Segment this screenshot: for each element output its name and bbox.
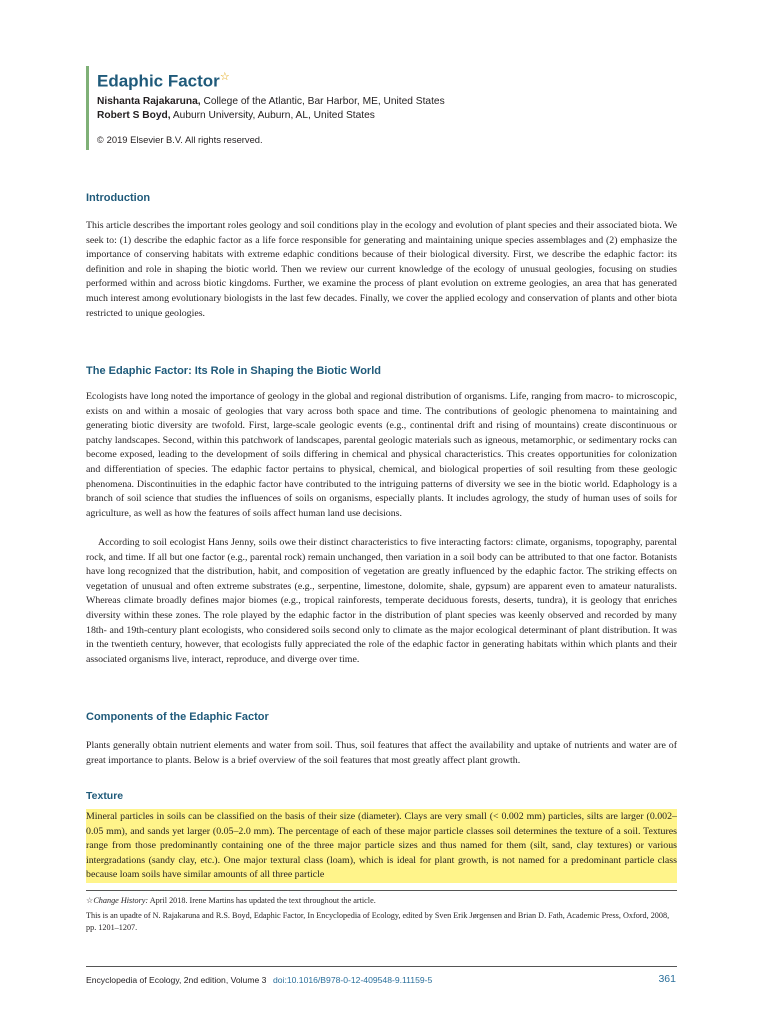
footnote-update: This is an upadte of N. Rajakaruna and R.S. Boyd, Edaphic Factor, In Encyclopedia of Ecology, edited by Sven Erik Jørgensen and Brian D. Fath, Academic Press, Oxford, 2008, pp. 1201–1207. [86,911,670,932]
footnote-change-text: April 2018. Irene Martins has updated the text throughout the article. [148,896,376,905]
author-1 [97,95,686,109]
footnote-change-history [86,895,677,907]
author-2-name: Robert S Boyd, [97,109,171,121]
copyright-text: 2019 Elsevier B.V. All rights reserved. [106,133,263,145]
paragraph-role-1: Ecologists have long noted the importance of geology in the global and regional distribution of organisms. Life, ranging from macro- to microscopic, exists on and within a mosaic of geologies that vary across both space and time. The contributions of geologic phenomena to maintaining and generating biotic diversity are twofold. First, large-scale geologic events (e.g., continental drift and rising of mountains) create discontinuous or patchy landscapes. Second, within this patchwork of landscapes, parental geologic materials such as igneous, metamorphic, or sedimentary rocks can become exposed, leading to the development of soils differing in chemical and physical characteristics. This creates opportunities for colonization and differentiation of species. The edaphic factor pertains to physical, chemical, and biological properties of soil resulting from these geologic phenomena. Discontinuities in the edaphic factor have contributed to the intriguing patterns of diversity we see in the biotic world. Edaphology is a branch of soil science that studies the influences of soils on organisms, especially plants. It includes agrology, the study of human uses of soils for agriculture, as well as how the features of soils affect human land use decisions. [86,391,677,519]
paragraph-components: Plants generally obtain nutrient elements and water from soil. Thus, soil features that affect the availability and uptake of nutrients and water are of great importance to plants. Below is a brief overview of the soil features that most greatly affect plant growth. [86,740,677,766]
paragraph-texture-highlighted[interactable]: Mineral particles in soils can be classified on the basis of their size (diameter). Clays are very small (< 0.002 mm) particles, silts are larger (0.002–0.05 mm), and sands yet larger (0.05–2.0 mm). The percentage of each of these major particle classes soil determines the texture of a soil. Textures range from those predominantly containing one of the three major particle sizes and thus named for them (silt, sand, clay textures) or various intergradations (sandy clay, etc.). One major textural class (loam), which is ideal for plant growth, is not named for a predominant particle class because loam soils have similar amounts of all three particle [86,811,677,881]
author-2 [97,109,686,123]
paragraph-role-2: According to soil ecologist Hans Jenny, soils owe their distinct characteristics to five interacting factors: climate, organisms, topography, parental rock, and time. If all but one factor (e.g., parental rock) remain unchanged, then variation in a soil body can be attributed to that one factor. Botanists have long recognized that the distribution, habit, and composition of vegetation are greatly influenced by the edaphic factor. The striking effects on vegetation of unusual and often extreme substrates (e.g., serpentine, limestone, dolomite, shale, gypsum) are apparent even to amateur naturalists. Whereas climate broadly defines major biomes (e.g., tropical rainforests, temperate deciduous forests, deserts, tundra), it is geology that enriches diversity within these zones. The role played by the edaphic factor in the distribution of plant species was keenly observed and recorded by many 18th- and 19th-century plant ecologists, who considered soils second only to climate as the major ecological determinant of plant distribution. It was in the twentieth century, however, that ecologists fully appreciated the role of the edaphic factor in generating habitats within which plants and their associated organisms live, interact, reproduce, and diverge over time. [86,537,677,665]
footer-doi-link[interactable]: doi:10.1016/B978-0-12-409548-9.11159-5 [273,975,433,985]
article-title-text: Edaphic Factor [97,71,220,91]
heading-components: Components of the Edaphic Factor [86,711,269,723]
footnote-star-icon: ☆ [86,896,94,905]
star-icon[interactable]: ☆ [219,71,230,83]
footer-divider [86,966,677,967]
footnote-divider [86,890,677,891]
paragraph-introduction: This article describes the important roles geology and soil conditions play in the ecology and evolution of plant species and their associated biota. We seek to: (1) describe the edaphic factor as a life force responsible for generating and maintaining unique species assemblages and (2) emphasize the importance of conserving habitats with extreme edaphic conditions because of their biological diversity. First, we describe the edaphic factor: its definition and role in shaping the biotic world. Then we review our current knowledge of the ecology of unusual geologies, focusing on studies performed within and across biotic kingdoms. Further, we examine the process of plant evolution on extreme geologies, an area that has generated much interest among evolutionary biologists in the last few decades. Finally, we cover the applied ecology and conservation of plants and other biota restricted to unique geologies. [86,220,677,319]
copyright-icon: © [97,134,104,145]
heading-texture: Texture [86,790,124,802]
article-title [97,66,686,93]
author-1-affiliation: College of the Atlantic, Bar Harbor, ME, United States [200,95,445,107]
footnote-change-label: Change History: [93,896,149,905]
copyright-line [97,133,686,147]
author-1-name: Nishanta Rajakaruna, [97,95,201,107]
article-title-block [86,66,686,150]
page-number: 361 [658,973,676,985]
heading-introduction: Introduction [86,192,151,204]
heading-edaphic-role: The Edaphic Factor: Its Role in Shaping the Biotic World [86,365,381,377]
author-2-affiliation: Auburn University, Auburn, AL, United States [170,109,375,121]
footer-source: Encyclopedia of Ecology, 2nd edition, Volume 3 [86,975,267,985]
